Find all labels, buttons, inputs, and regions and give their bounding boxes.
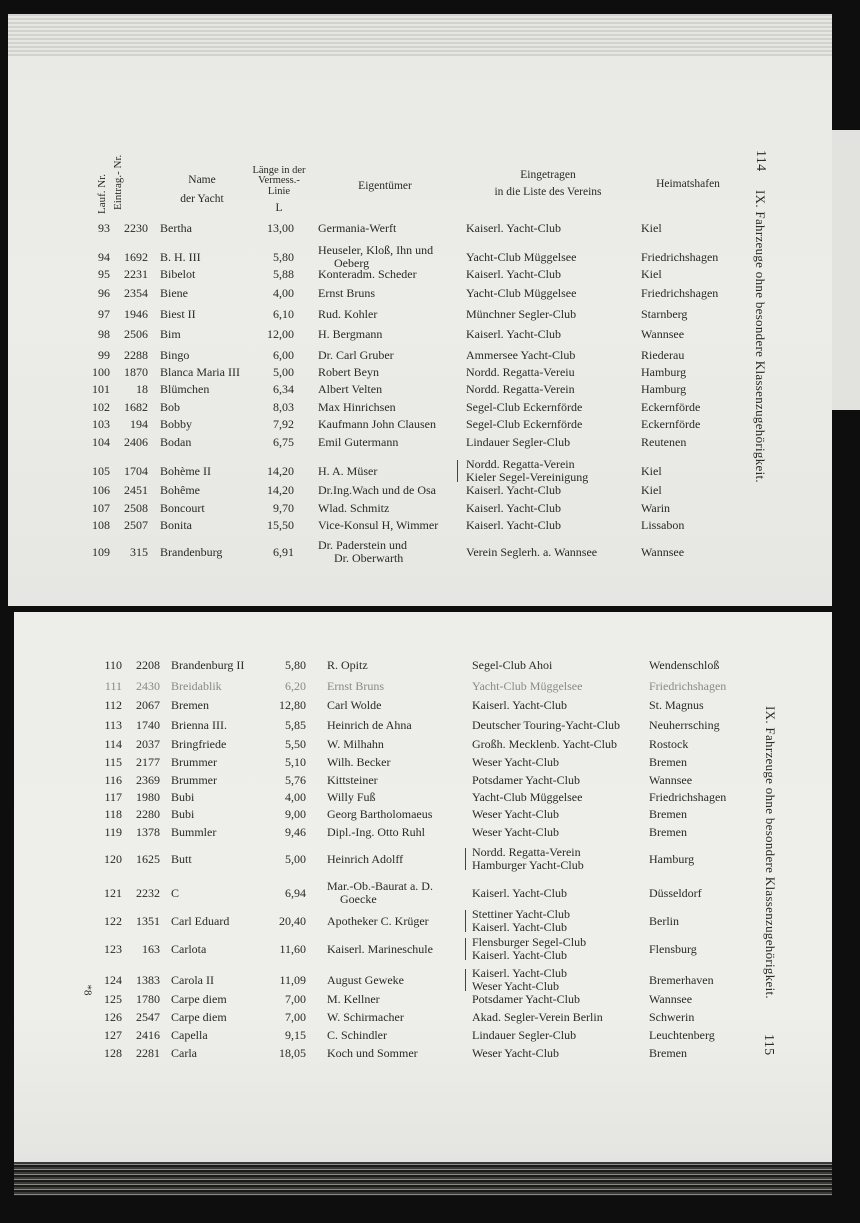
club-name: Nordd. Regatta-Verein xyxy=(466,382,575,396)
laenge-value: 14,20 xyxy=(267,464,294,478)
laenge-value: 4,00 xyxy=(285,790,306,804)
owner-name: Emil Gutermann xyxy=(318,435,399,449)
lauf-nr: 120 xyxy=(104,852,122,866)
lauf-nr: 125 xyxy=(104,992,122,1006)
bracket xyxy=(465,848,471,870)
owner-name: Vice-Konsul H, Wimmer xyxy=(318,518,439,532)
owner-name: Koch und Sommer xyxy=(327,1046,418,1060)
laenge-value: 6,91 xyxy=(273,545,294,559)
owner-name: Dipl.-Ing. Otto Ruhl xyxy=(327,825,425,839)
lauf-nr: 106 xyxy=(92,483,110,497)
laenge-value: 5,00 xyxy=(273,365,294,379)
club-name: Stettiner Yacht-Club xyxy=(472,907,570,921)
laenge-value: 4,00 xyxy=(273,286,294,300)
eintrag-nr: 315 xyxy=(130,545,148,559)
club-name: Kaiserl. Yacht-Club xyxy=(466,483,561,497)
eintrag-nr: 1682 xyxy=(124,400,148,414)
laenge-value: 9,70 xyxy=(273,501,294,515)
lauf-nr: 116 xyxy=(104,773,122,787)
club-name: Kaiserl. Yacht-Club xyxy=(472,698,567,712)
yacht-name: Bibelot xyxy=(160,267,196,281)
eintrag-nr: 2281 xyxy=(136,1046,160,1060)
section-title-upper: IX. Fahrzeuge ohne besondere Klassenzugehörigkeit. xyxy=(753,190,768,483)
owner-name: Germania-Werft xyxy=(318,221,397,235)
club-name: Lindauer Segler-Club xyxy=(466,435,571,449)
heimatshafen: Wannsee xyxy=(641,545,685,559)
owner-name: Robert Beyn xyxy=(318,365,379,379)
eintrag-nr: 18 xyxy=(136,382,148,396)
yacht-name: Carl Eduard xyxy=(171,914,230,928)
eintrag-nr: 163 xyxy=(142,942,160,956)
lauf-nr: 102 xyxy=(92,400,110,414)
heimatshafen: Leuchtenberg xyxy=(649,1028,715,1042)
heimatshafen: Reutenen xyxy=(641,435,687,449)
header-eingetragen-2: in die Liste des Vereins xyxy=(494,186,602,198)
margin-mark: *8 xyxy=(81,984,94,996)
eintrag-nr: 2280 xyxy=(136,807,160,821)
owner-name: C. Schindler xyxy=(327,1028,387,1042)
club-name: Segel-Club Eckernförde xyxy=(466,400,583,414)
yacht-name: Brummer xyxy=(171,755,217,769)
club-name: Potsdamer Yacht-Club xyxy=(472,773,580,787)
page-flap xyxy=(832,130,860,410)
yacht-name: Bingo xyxy=(160,348,190,362)
heimatshafen: Berlin xyxy=(649,914,679,928)
heimatshafen: Riederau xyxy=(641,348,685,362)
eintrag-nr: 2451 xyxy=(124,483,148,497)
owner-name: Carl Wolde xyxy=(327,698,382,712)
yacht-name: Bremen xyxy=(171,698,209,712)
laenge-value: 9,00 xyxy=(285,807,306,821)
eintrag-nr: 1351 xyxy=(136,914,160,928)
owner-name: Heuseler, Kloß, Ihn und xyxy=(318,243,434,257)
yacht-name: Boncourt xyxy=(160,501,205,515)
heimatshafen: Friedrichshagen xyxy=(649,790,727,804)
yacht-name: Bubi xyxy=(171,807,195,821)
club-name: Potsdamer Yacht-Club xyxy=(472,992,580,1006)
eintrag-nr: 2508 xyxy=(124,501,148,515)
heimatshafen: Hamburg xyxy=(641,365,687,379)
owner-name: Konteradm. Scheder xyxy=(318,267,417,281)
bracket xyxy=(465,938,471,960)
eintrag-nr: 2230 xyxy=(124,221,148,235)
club-name: Lindauer Segler-Club xyxy=(472,1028,577,1042)
eintrag-nr: 194 xyxy=(130,417,148,431)
lauf-nr: 121 xyxy=(104,886,122,900)
club-name: Kaiserl. Yacht-Club xyxy=(472,886,567,900)
laenge-value: 12,00 xyxy=(267,327,294,341)
owner-name-cont: Dr. Oberwarth xyxy=(334,551,404,565)
laenge-value: 15,50 xyxy=(267,518,294,532)
page-number-lower: 115 xyxy=(761,1034,776,1056)
lauf-nr: 105 xyxy=(92,464,110,478)
yacht-name: Carpe diem xyxy=(171,1010,227,1024)
yacht-name: Carlota xyxy=(171,942,207,956)
lauf-nr: 101 xyxy=(92,382,110,396)
club-name: Großh. Mecklenb. Yacht-Club xyxy=(472,737,617,751)
yacht-name: Brandenburg II xyxy=(171,658,245,672)
heimatshafen: Wannsee xyxy=(649,773,693,787)
owner-name: Dr. Paderstein und xyxy=(318,538,407,552)
heimatshafen: Schwerin xyxy=(649,1010,695,1024)
lauf-nr: 109 xyxy=(92,545,110,559)
lauf-nr: 95 xyxy=(98,267,110,281)
laenge-value: 6,10 xyxy=(273,307,294,321)
eintrag-nr: 1383 xyxy=(136,973,160,987)
heimatshafen: Eckernförde xyxy=(641,417,701,431)
heimatshafen: St. Magnus xyxy=(649,698,704,712)
owner-name: M. Kellner xyxy=(327,992,380,1006)
club-name: Akad. Segler-Verein Berlin xyxy=(472,1010,603,1024)
lauf-nr: 117 xyxy=(104,790,122,804)
heimatshafen: Bremen xyxy=(649,825,687,839)
eintrag-nr: 2406 xyxy=(124,435,148,449)
laenge-value: 7,00 xyxy=(285,1010,306,1024)
yacht-name: Bim xyxy=(160,327,181,341)
eintrag-nr: 2231 xyxy=(124,267,148,281)
eintrag-nr: 1625 xyxy=(136,852,160,866)
owner-name: Georg Bartholomaeus xyxy=(327,807,433,821)
yacht-name: Breidablik xyxy=(171,679,222,693)
owner-name: Ernst Bruns xyxy=(327,679,384,693)
owner-name-cont: Oeberg xyxy=(334,256,370,270)
owner-name: Ernst Bruns xyxy=(318,286,375,300)
club-name: Kaiserl. Yacht-Club xyxy=(466,501,561,515)
club-name-2: Kaiserl. Yacht-Club xyxy=(472,948,567,962)
eintrag-nr: 2177 xyxy=(136,755,160,769)
heimatshafen: Kiel xyxy=(641,464,662,478)
yacht-name: Bodan xyxy=(160,435,192,449)
lauf-nr: 97 xyxy=(98,307,110,321)
heimatshafen: Bremen xyxy=(649,1046,687,1060)
yacht-name: Biene xyxy=(160,286,188,300)
eintrag-nr: 1692 xyxy=(124,250,148,264)
club-name: Münchner Segler-Club xyxy=(466,307,577,321)
lauf-nr: 115 xyxy=(104,755,122,769)
club-name: Weser Yacht-Club xyxy=(472,807,560,821)
laenge-value: 18,05 xyxy=(279,1046,306,1060)
lauf-nr: 111 xyxy=(104,679,122,693)
heimatshafen: Starnberg xyxy=(641,307,688,321)
laenge-value: 14,20 xyxy=(267,483,294,497)
header-eigentuemer: Eigentümer xyxy=(358,180,412,192)
lauf-nr: 118 xyxy=(104,807,122,821)
yacht-name: Bonita xyxy=(160,518,192,532)
club-name: Yacht-Club Müggelsee xyxy=(472,679,583,693)
eintrag-nr: 1980 xyxy=(136,790,160,804)
club-name: Nordd. Regatta-Verein xyxy=(472,845,581,859)
lauf-nr: 93 xyxy=(98,221,110,235)
owner-name: Kaufmann John Clausen xyxy=(318,417,436,431)
yacht-name: Blümchen xyxy=(160,382,210,396)
club-name-2: Hamburger Yacht-Club xyxy=(472,858,584,872)
eintrag-nr: 2507 xyxy=(124,518,148,532)
heimatshafen: Bremen xyxy=(649,755,687,769)
eintrag-nr: 2416 xyxy=(136,1028,160,1042)
lauf-nr: 108 xyxy=(92,518,110,532)
lauf-nr: 99 xyxy=(98,348,110,362)
laenge-value: 20,40 xyxy=(279,914,306,928)
heimatshafen: Düsseldorf xyxy=(649,886,702,900)
yacht-name: Blanca Maria III xyxy=(160,365,240,379)
heimatshafen: Wendenschloß xyxy=(649,658,720,672)
laenge-value: 12,80 xyxy=(279,698,306,712)
lauf-nr: 104 xyxy=(92,435,110,449)
eintrag-nr: 1378 xyxy=(136,825,160,839)
lauf-nr: 100 xyxy=(92,365,110,379)
owner-name-cont: Goecke xyxy=(340,892,377,906)
eintrag-nr: 2067 xyxy=(136,698,160,712)
heimatshafen: Friedrichshagen xyxy=(641,286,719,300)
yacht-name: Brandenburg xyxy=(160,545,223,559)
owner-name: Heinrich Adolff xyxy=(327,852,404,866)
laenge-value: 7,92 xyxy=(273,417,294,431)
laenge-value: 5,00 xyxy=(285,852,306,866)
owner-name: Kaiserl. Marineschule xyxy=(327,942,433,956)
club-name: Yacht-Club Müggelsee xyxy=(466,286,577,300)
header-laenge-3: Linie xyxy=(267,186,291,197)
yacht-name: B. H. III xyxy=(160,250,201,264)
header-laenge-2: Vermess.- xyxy=(258,175,300,186)
club-name: Yacht-Club Müggelsee xyxy=(466,250,577,264)
club-name-2: Kaiserl. Yacht-Club xyxy=(472,920,567,934)
lauf-nr: 124 xyxy=(104,973,122,987)
owner-name: H. Bergmann xyxy=(318,327,383,341)
heimatshafen: Friedrichshagen xyxy=(641,250,719,264)
eintrag-nr: 1704 xyxy=(124,464,148,478)
club-name: Ammersee Yacht-Club xyxy=(466,348,576,362)
yacht-name: Bob xyxy=(160,400,181,414)
laenge-value: 5,50 xyxy=(285,737,306,751)
owner-name: W. Schirmacher xyxy=(327,1010,404,1024)
yacht-name: Bummler xyxy=(171,825,217,839)
heimatshafen: Kiel xyxy=(641,483,662,497)
owner-name: Mar.-Ob.-Baurat a. D. xyxy=(327,879,433,893)
yacht-name: Brummer xyxy=(171,773,217,787)
club-name: Flensburger Segel-Club xyxy=(472,935,587,949)
yacht-name: Bubi xyxy=(171,790,195,804)
laenge-value: 11,60 xyxy=(279,942,306,956)
lauf-nr: 123 xyxy=(104,942,122,956)
eintrag-nr: 2288 xyxy=(124,348,148,362)
heimatshafen: Bremen xyxy=(649,807,687,821)
eintrag-nr: 2354 xyxy=(124,286,148,300)
heimatshafen: Kiel xyxy=(641,267,662,281)
eintrag-nr: 2430 xyxy=(136,679,160,693)
club-name: Kaiserl. Yacht-Club xyxy=(466,518,561,532)
heimatshafen: Rostock xyxy=(649,737,689,751)
lauf-nr: 119 xyxy=(104,825,122,839)
bracket xyxy=(457,460,463,482)
bracket xyxy=(465,969,471,991)
laenge-value: 8,03 xyxy=(273,400,294,414)
heimatshafen: Wannsee xyxy=(649,992,693,1006)
laenge-value: 5,10 xyxy=(285,755,306,769)
heimatshafen: Warin xyxy=(641,501,671,515)
club-name: Weser Yacht-Club xyxy=(472,1046,560,1060)
page-number-upper: 114 xyxy=(753,150,768,172)
eintrag-nr: 1946 xyxy=(124,307,148,321)
lauf-nr: 110 xyxy=(104,658,122,672)
lauf-nr: 96 xyxy=(98,286,110,300)
club-name-2: Kieler Segel-Vereinigung xyxy=(466,470,589,484)
yacht-name: Bohême xyxy=(160,483,200,497)
club-name: Weser Yacht-Club xyxy=(472,825,560,839)
club-name: Kaiserl. Yacht-Club xyxy=(466,221,561,235)
club-name: Nordd. Regatta-Vereiu xyxy=(466,365,575,379)
owner-name: H. A. Müser xyxy=(318,464,378,478)
laenge-value: 6,00 xyxy=(273,348,294,362)
lauf-nr: 98 xyxy=(98,327,110,341)
club-name: Segel-Club Eckernförde xyxy=(466,417,583,431)
owner-name: R. Opitz xyxy=(327,658,368,672)
heimatshafen: Kiel xyxy=(641,221,662,235)
club-name: Deutscher Touring-Yacht-Club xyxy=(472,718,621,732)
heimatshafen: Lissabon xyxy=(641,518,685,532)
club-name: Kaiserl. Yacht-Club xyxy=(466,327,561,341)
laenge-value: 6,75 xyxy=(273,435,294,449)
section-title-lower: IX. Fahrzeuge ohne besondere Klassenzugehörigkeit. xyxy=(763,706,778,999)
lauf-nr: 112 xyxy=(104,698,122,712)
owner-name: Heinrich de Ahna xyxy=(327,718,412,732)
lauf-nr: 126 xyxy=(104,1010,122,1024)
laenge-value: 5,80 xyxy=(273,250,294,264)
yacht-name: Carpe diem xyxy=(171,992,227,1006)
owner-name: Dr.Ing.Wach und de Osa xyxy=(318,483,437,497)
owner-name: Apotheker C. Krüger xyxy=(327,914,429,928)
yacht-name: Brienna III. xyxy=(171,718,227,732)
eintrag-nr: 2547 xyxy=(136,1010,160,1024)
lauf-nr: 113 xyxy=(104,718,122,732)
club-name: Verein Seglerh. a. Wannsee xyxy=(466,545,598,559)
owner-name: Dr. Carl Gruber xyxy=(318,348,394,362)
laenge-value: 13,00 xyxy=(267,221,294,235)
yacht-name: Carola II xyxy=(171,973,214,987)
club-name: Weser Yacht-Club xyxy=(472,755,560,769)
eintrag-nr: 1780 xyxy=(136,992,160,1006)
yacht-name: Capella xyxy=(171,1028,208,1042)
eintrag-nr: 1870 xyxy=(124,365,148,379)
header-name-1: Name xyxy=(188,174,216,186)
heimatshafen: Friedrichshagen xyxy=(649,679,727,693)
header-name-2: der Yacht xyxy=(180,193,224,205)
owner-name: Wlad. Schmitz xyxy=(318,501,390,515)
club-name: Kaiserl. Yacht-Club xyxy=(472,966,567,980)
heimatshafen: Neuherrsching xyxy=(649,718,720,732)
club-name: Kaiserl. Yacht-Club xyxy=(466,267,561,281)
lauf-nr: 103 xyxy=(92,417,110,431)
yacht-name: Bohème II xyxy=(160,464,211,478)
heimatshafen: Wannsee xyxy=(641,327,685,341)
yacht-name: Bringfriede xyxy=(171,737,227,751)
laenge-value: 6,34 xyxy=(273,382,294,396)
bracket xyxy=(465,910,471,932)
club-name-2: Weser Yacht-Club xyxy=(472,979,560,993)
lauf-nr: 94 xyxy=(98,250,110,264)
club-name: Segel-Club Ahoi xyxy=(472,658,553,672)
header-eingetragen-1: Eingetragen xyxy=(520,169,576,181)
eintrag-nr: 2506 xyxy=(124,327,148,341)
laenge-value: 11,09 xyxy=(279,973,306,987)
laenge-value: 5,76 xyxy=(285,773,306,787)
lauf-nr: 122 xyxy=(104,914,122,928)
owner-name: Rud. Kohler xyxy=(318,307,378,321)
owner-name: W. Milhahn xyxy=(327,737,384,751)
lauf-nr: 127 xyxy=(104,1028,122,1042)
eintrag-nr: 2208 xyxy=(136,658,160,672)
laenge-value: 5,80 xyxy=(285,658,306,672)
club-name: Yacht-Club Müggelsee xyxy=(472,790,583,804)
club-name: Nordd. Regatta-Verein xyxy=(466,457,575,471)
owner-name: Kittsteiner xyxy=(327,773,378,787)
page-edges-bottom xyxy=(14,1162,832,1196)
laenge-value: 5,85 xyxy=(285,718,306,732)
yacht-name: Bertha xyxy=(160,221,192,235)
laenge-value: 6,20 xyxy=(285,679,306,693)
heimatshafen: Bremerhaven xyxy=(649,973,714,987)
owner-name: August Geweke xyxy=(327,973,404,987)
laenge-value: 7,00 xyxy=(285,992,306,1006)
header-laenge-1: Länge in der xyxy=(252,165,306,176)
header-lauf-nr: Lauf. Nr. xyxy=(96,173,108,214)
yacht-name: Bobby xyxy=(160,417,193,431)
eintrag-nr: 2037 xyxy=(136,737,160,751)
owner-name: Willy Fuß xyxy=(327,790,376,804)
heimatshafen: Hamburg xyxy=(641,382,687,396)
yacht-name: Butt xyxy=(171,852,192,866)
lauf-nr: 114 xyxy=(104,737,122,751)
heimatshafen: Flensburg xyxy=(649,942,697,956)
page-edges-top xyxy=(8,14,832,56)
header-laenge-4: L xyxy=(275,202,283,214)
eintrag-nr: 2369 xyxy=(136,773,160,787)
laenge-value: 5,88 xyxy=(273,267,294,281)
lauf-nr: 128 xyxy=(104,1046,122,1060)
laenge-value: 6,94 xyxy=(285,886,306,900)
eintrag-nr: 2232 xyxy=(136,886,160,900)
owner-name: Wilh. Becker xyxy=(327,755,391,769)
laenge-value: 9,46 xyxy=(285,825,306,839)
laenge-value: 9,15 xyxy=(285,1028,306,1042)
eintrag-nr: 1740 xyxy=(136,718,160,732)
yacht-name: Carla xyxy=(171,1046,197,1060)
header-eintrag-nr: Eintrag.- Nr. xyxy=(112,154,124,210)
heimatshafen: Hamburg xyxy=(649,852,695,866)
lauf-nr: 107 xyxy=(92,501,110,515)
heimatshafen: Eckernförde xyxy=(641,400,701,414)
yacht-name: C xyxy=(171,886,180,900)
header-heimatshafen: Heimatshafen xyxy=(656,178,720,190)
owner-name: Albert Velten xyxy=(318,382,383,396)
yacht-name: Biest II xyxy=(160,307,196,321)
owner-name: Max Hinrichsen xyxy=(318,400,396,414)
